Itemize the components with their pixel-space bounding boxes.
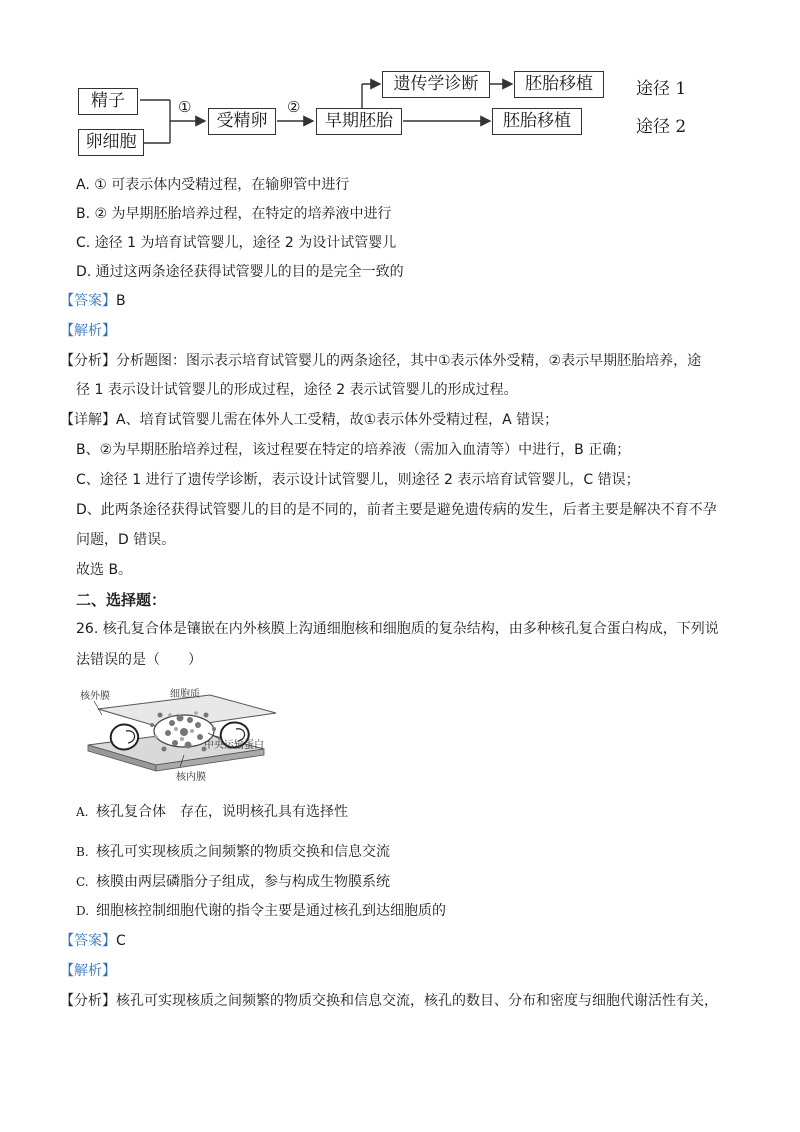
option-text: 核膜由两层磷脂分子组成，参与构成生物膜系统 xyxy=(96,874,390,890)
option-text: 核孔复合体 存在，说明核孔具有选择性 xyxy=(96,804,348,820)
option-letter: D. xyxy=(76,904,90,918)
sperm-box: 精子 xyxy=(78,88,138,115)
label-outer-membrane: 核外膜 xyxy=(80,691,110,702)
q25-answer-value: B xyxy=(116,293,126,309)
q26-option-a xyxy=(76,802,348,822)
analysis-text: 核孔可实现核质之间频繁的物质交换和信息交流，核孔的数目、分布和密度与细胞代谢活性有关， xyxy=(116,993,718,1009)
q25-detail-line-3: C、途径 1 进行了遗传学诊断，表示设计试管婴儿，则途径 2 表示培育试管婴儿，C 错误； xyxy=(76,472,640,488)
detail-head: 【详解】 xyxy=(60,412,116,428)
q26-stem-line-2: 法错误的是（ ） xyxy=(76,652,202,668)
q25-detail-line-2: B、②为早期胚胎培养过程，该过程要在特定的培养液（需加入血清等）中进行，B 正确； xyxy=(76,442,631,458)
q26-answer-value: C xyxy=(116,933,126,949)
q25-answer-line xyxy=(60,291,126,311)
route-1-label: 途径 1 xyxy=(636,79,687,99)
option-letter: C. xyxy=(76,875,89,889)
step-1-label: ① xyxy=(178,98,192,116)
step-2-label: ② xyxy=(287,98,301,116)
q26-option-c xyxy=(76,872,390,892)
q25-option-c: C. 途径 1 为培育试管婴儿，途径 2 为设计试管婴儿 xyxy=(76,235,397,251)
label-inner-membrane: 核内膜 xyxy=(176,772,206,783)
q25-option-b: B. ② 为早期胚胎培养过程，在特定的培养液中进行 xyxy=(76,206,392,222)
q25-option-d: D. 通过这两条途径获得试管婴儿的目的是完全一致的 xyxy=(76,264,404,280)
label-central-transport-protein: 中央运输蛋白 xyxy=(204,740,264,751)
label-cytoplasm: 细胞质 xyxy=(170,689,200,700)
option-text: 核孔可实现核质之间频繁的物质交换和信息交流 xyxy=(96,844,390,860)
q25-detail-line-5: 问题，D 错误。 xyxy=(76,532,176,548)
q25-conclusion: 故选 B。 xyxy=(76,562,133,578)
q25-detail-line-4: D、此两条途径获得试管婴儿的目的是不同的，前者主要是避免遗传病的发生，后者主要是解决不育不孕 xyxy=(76,502,717,518)
option-text: 细胞核控制细胞代谢的指令主要是通过核孔到达细胞质的 xyxy=(96,903,446,919)
early-embryo-box: 早期胚胎 xyxy=(316,108,402,135)
q25-analysis-tag: 【解析】 xyxy=(60,323,116,339)
q26-analysis-tag: 【解析】 xyxy=(60,963,116,979)
route-2-label: 途径 2 xyxy=(636,117,687,137)
egg-box: 卵细胞 xyxy=(78,129,144,156)
option-letter: A. xyxy=(76,805,89,819)
q25-analysis-line-2: 径 1 表示设计试管婴儿的形成过程，途径 2 表示试管婴儿的形成过程。 xyxy=(76,382,518,398)
genetic-diagnosis-box: 遗传学诊断 xyxy=(382,71,490,98)
q25-analysis-line-1 xyxy=(60,351,701,371)
section-title: 二、选择题： xyxy=(76,591,167,609)
q26-analysis-line-1 xyxy=(60,991,718,1011)
embryo-transfer-top-box: 胚胎移植 xyxy=(514,71,604,98)
q26-option-b xyxy=(76,842,390,862)
fertilized-egg-box: 受精卵 xyxy=(208,108,276,135)
q25-option-a: A. ① 可表示体内受精过程，在输卵管中进行 xyxy=(76,177,350,193)
answer-tag: 【答案】 xyxy=(60,933,116,949)
answer-tag: 【答案】 xyxy=(60,293,116,309)
analysis-text: 分析题图：图示表示培育试管婴儿的两条途径，其中①表示体外受精，②表示早期胚胎培养，途 xyxy=(116,353,702,369)
embryo-transfer-bottom-box: 胚胎移植 xyxy=(492,108,582,135)
nuclear-pore-figure xyxy=(80,685,280,785)
q26-option-d xyxy=(76,901,446,921)
q26-stem-line-1: 26. 核孔复合体是镶嵌在内外核膜上沟通细胞核和细胞质的复杂结构，由多种核孔复合蛋白构成，下列说 xyxy=(76,621,719,637)
analysis-head: 【分析】 xyxy=(60,353,116,369)
option-letter: B. xyxy=(76,845,89,859)
q26-answer-line xyxy=(60,931,126,951)
detail-text: A、培育试管婴儿需在体外人工受精，故①表示体外受精过程，A 错误； xyxy=(116,412,559,428)
q25-detail-line-1 xyxy=(60,410,558,430)
analysis-head: 【分析】 xyxy=(60,993,116,1009)
